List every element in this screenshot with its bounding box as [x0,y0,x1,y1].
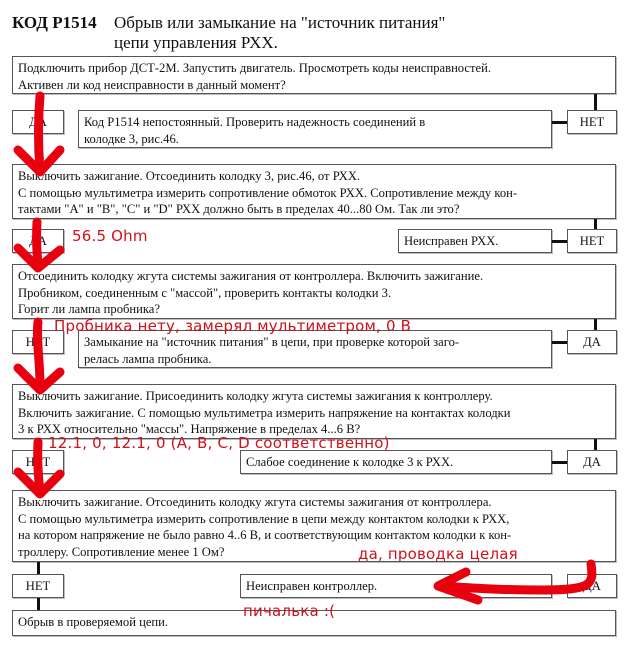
step-1-question [12,56,616,94]
step-line: Пробником, соединенным с "массой", проверить контакты колодки 3. [18,285,392,300]
step-2-result [398,229,552,253]
connector [552,341,567,344]
step-3-no-label: НЕТ [12,330,64,354]
connector [552,121,567,124]
connector [37,598,40,610]
step-4-question [12,384,616,439]
step-line: тактами "A" и "B", "C" и "D" РХХ должно быть в пределах 40...80 Ом. Так ли это? [18,202,460,216]
step-line: Выключить зажигание. Присоединить колодку жгута системы зажигания к контроллеру. [18,389,493,403]
step-4-result [240,450,552,474]
error-code: КОД P1514 [12,13,97,32]
connector [594,439,597,450]
connector [594,219,597,229]
step-4-no-label: НЕТ [12,450,64,474]
step-1-no-label: НЕТ [567,110,617,134]
title-line-1: Обрыв или замыкание на "источник питания" [114,13,446,32]
result-line: Неисправен РХХ. [404,234,499,248]
step-line: Включить зажигание. С помощью мультиметра измерить напряжение на контактах колодки [18,405,511,420]
step-line: Активен ли код неисправности в данный момент? [18,77,286,92]
step-line: на котором напряжение не было равно 4..6 В, и соответствующим контактом колодки к кон- [18,528,512,542]
final-line: Обрыв в проверяемой цепи. [18,615,169,629]
step-5-result [240,574,552,598]
step-line: троллеру. Сопротивление менее 1 Ом? [18,544,225,559]
result-line: Неисправен контроллер. [246,579,378,593]
annotation-wiring-ok: да, проводка целая [358,545,518,563]
result-line: Замыкание на "источник питания" в цепи, при проверке которой заго- [84,335,460,349]
step-1-yes-label: ДА [12,110,64,134]
title-line-2: цепи управления РХХ. [114,33,278,52]
result-line: Слабое соединение к колодке 3 к РХХ. [246,455,454,469]
annotation-voltages: 12.1, 0, 12.1, 0 (A, B, C, D соответственно) [48,434,390,452]
step-line: С помощью мультиметра измерить сопротивление обмоток РХХ. Сопротивление между кон- [18,185,518,200]
step-2-yes-label: ДА [12,229,64,253]
annotation-resistance: 56.5 Ohm [72,227,148,245]
result-line: колодке 3, рис.46. [84,131,179,146]
step-line: С помощью мультиметра измерить сопротивление в цепи между контактом колодки к РХХ, [18,511,510,526]
step-line: 3 к РХХ относительно "массы". Напряжение в пределах 4...6 В? [18,422,361,436]
step-5-question [12,490,616,562]
connector [37,562,40,574]
annotation-sad: пичалька :( [243,602,336,620]
connector [552,240,567,243]
step-line: Отсоединить колодку жгута системы зажигания от контроллера. Включить зажигание. [18,269,484,283]
step-3-question [12,264,616,319]
result-line: релась лампа пробника. [84,351,212,366]
step-2-question [12,164,616,219]
step-2-no-label: НЕТ [567,229,617,253]
step-4-yes-label: ДА [567,450,617,474]
annotation-no-probe: Пробника нету, замерял мультиметром, 0 В [54,317,412,335]
connector [552,461,567,464]
step-1-result [78,110,552,148]
step-5-yes-label: ДА [567,574,617,598]
step-3-yes-label: ДА [567,330,617,354]
step-5-no-label: НЕТ [12,574,64,598]
diagram-title [12,12,446,52]
connector [594,319,597,330]
step-line: Горит ли лампа пробника? [18,302,160,316]
step-line: Выключить зажигание. Отсоединить колодку жгута системы зажигания от контроллера. [18,495,492,509]
connector [594,94,597,110]
result-line: Код P1514 непостоянный. Проверить надежность соединений в [84,115,426,129]
step-line: Подключить прибор ДСТ-2М. Запустить двигатель. Просмотреть коды неисправностей. [18,61,491,75]
step-line: Выключить зажигание. Отсоединить колодку 3, рис.46, от РХХ. [18,169,361,183]
step-3-result [78,330,552,368]
